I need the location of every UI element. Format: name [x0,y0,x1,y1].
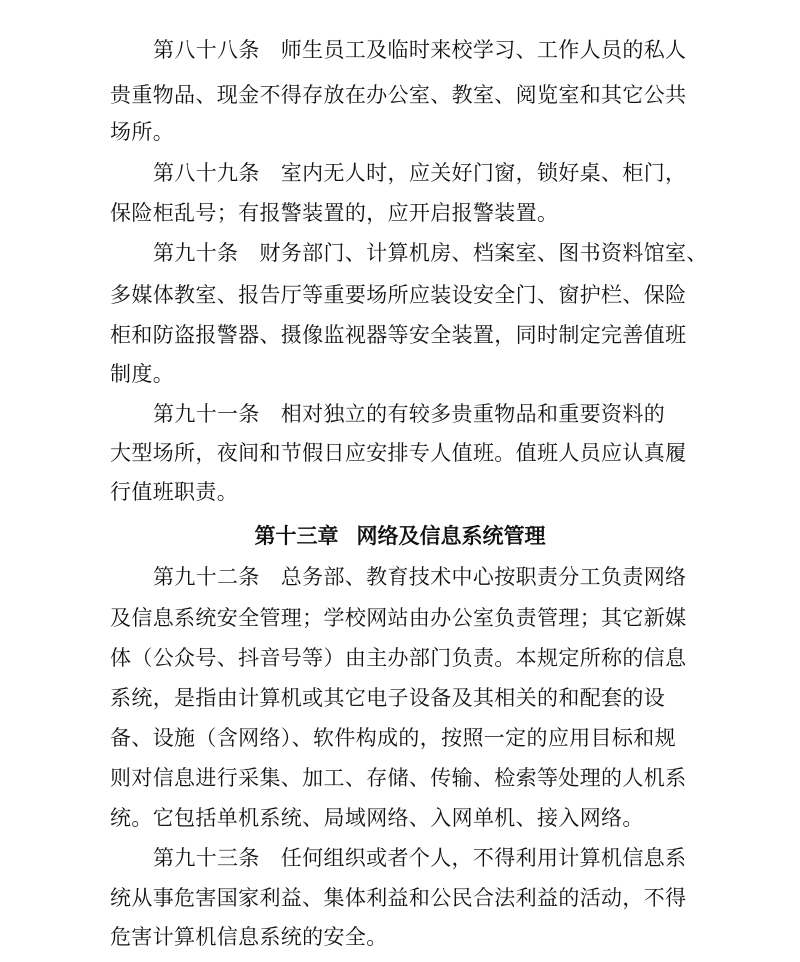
article-text-line: 大型场所，夜间和节假日应安排专人值班。值班人员应认真履 [110,441,687,465]
article-text-line: 行值班职责。 [110,480,239,504]
article-number: 第九十二条 [153,565,260,589]
article-text-line: 统从事危害国家利益、集体利益和公民合法利益的活动，不得 [110,886,687,910]
article-text: 室内无人时，应关好门窗，锁好桌、柜门， [280,161,687,185]
article-text-line: 则对信息进行采集、加工、存储、传输、检索等处理的人机系 [110,766,687,790]
article-text: 总务部、教育技术中心按职责分工负责网络 [280,565,687,589]
article-text-line: 及信息系统安全管理；学校网站由办公室负责管理；其它新媒 [110,606,687,630]
article-text-line: 系统，是指由计算机或其它电子设备及其相关的和配套的设 [110,686,666,710]
article-text-line: 保险柜乱号；有报警装置的，应开启报警装置。 [110,201,559,225]
article-text: 财务部门、计算机房、档案室、图书资料馆室、 [259,241,708,265]
article-text: 相对独立的有较多贵重物品和重要资料的 [280,402,666,426]
article-number: 第八十八条 [153,38,260,62]
article-text-line: 多媒体教室、报告厅等重要场所应装设安全门、窗护栏、保险 [110,283,687,307]
article-text: 任何组织或者个人，不得利用计算机信息系 [280,846,687,870]
article-text-line: 场所。 [110,120,175,144]
chapter-number: 第十三章 [254,524,339,548]
article-number: 第八十九条 [153,161,260,185]
article-text: 师生员工及临时来校学习、工作人员的私人 [280,38,687,62]
article-text-line: 备、设施（含网络）、软件构成的，按照一定的应用目标和规 [110,726,676,750]
article-first-line [153,399,690,429]
chapter-heading [0,520,800,552]
article-number: 第九十三条 [153,846,260,870]
article-first-line [153,843,690,873]
chapter-title: 网络及信息系统管理 [356,524,546,548]
article-text-line: 柜和防盗报警器、摄像监视器等安全装置，同时制定完善值班 [110,323,687,347]
article-first-line [153,238,708,268]
article-text-line: 贵重物品、现金不得存放在办公室、教室、阅览室和其它公共 [110,83,687,107]
article-first-line [153,35,690,65]
article-text-line: 制度。 [110,362,175,386]
article-number: 第九十条 [153,241,239,265]
article-first-line [153,158,690,188]
article-text-line: 统。它包括单机系统、局域网络、入网单机、接入网络。 [110,806,644,830]
article-number: 第九十一条 [153,402,260,426]
article-first-line [153,562,690,592]
article-text-line: 危害计算机信息系统的安全。 [110,925,388,949]
article-text-line: 体（公众号、抖音号等）由主办部门负责。本规定所称的信息 [110,646,687,670]
